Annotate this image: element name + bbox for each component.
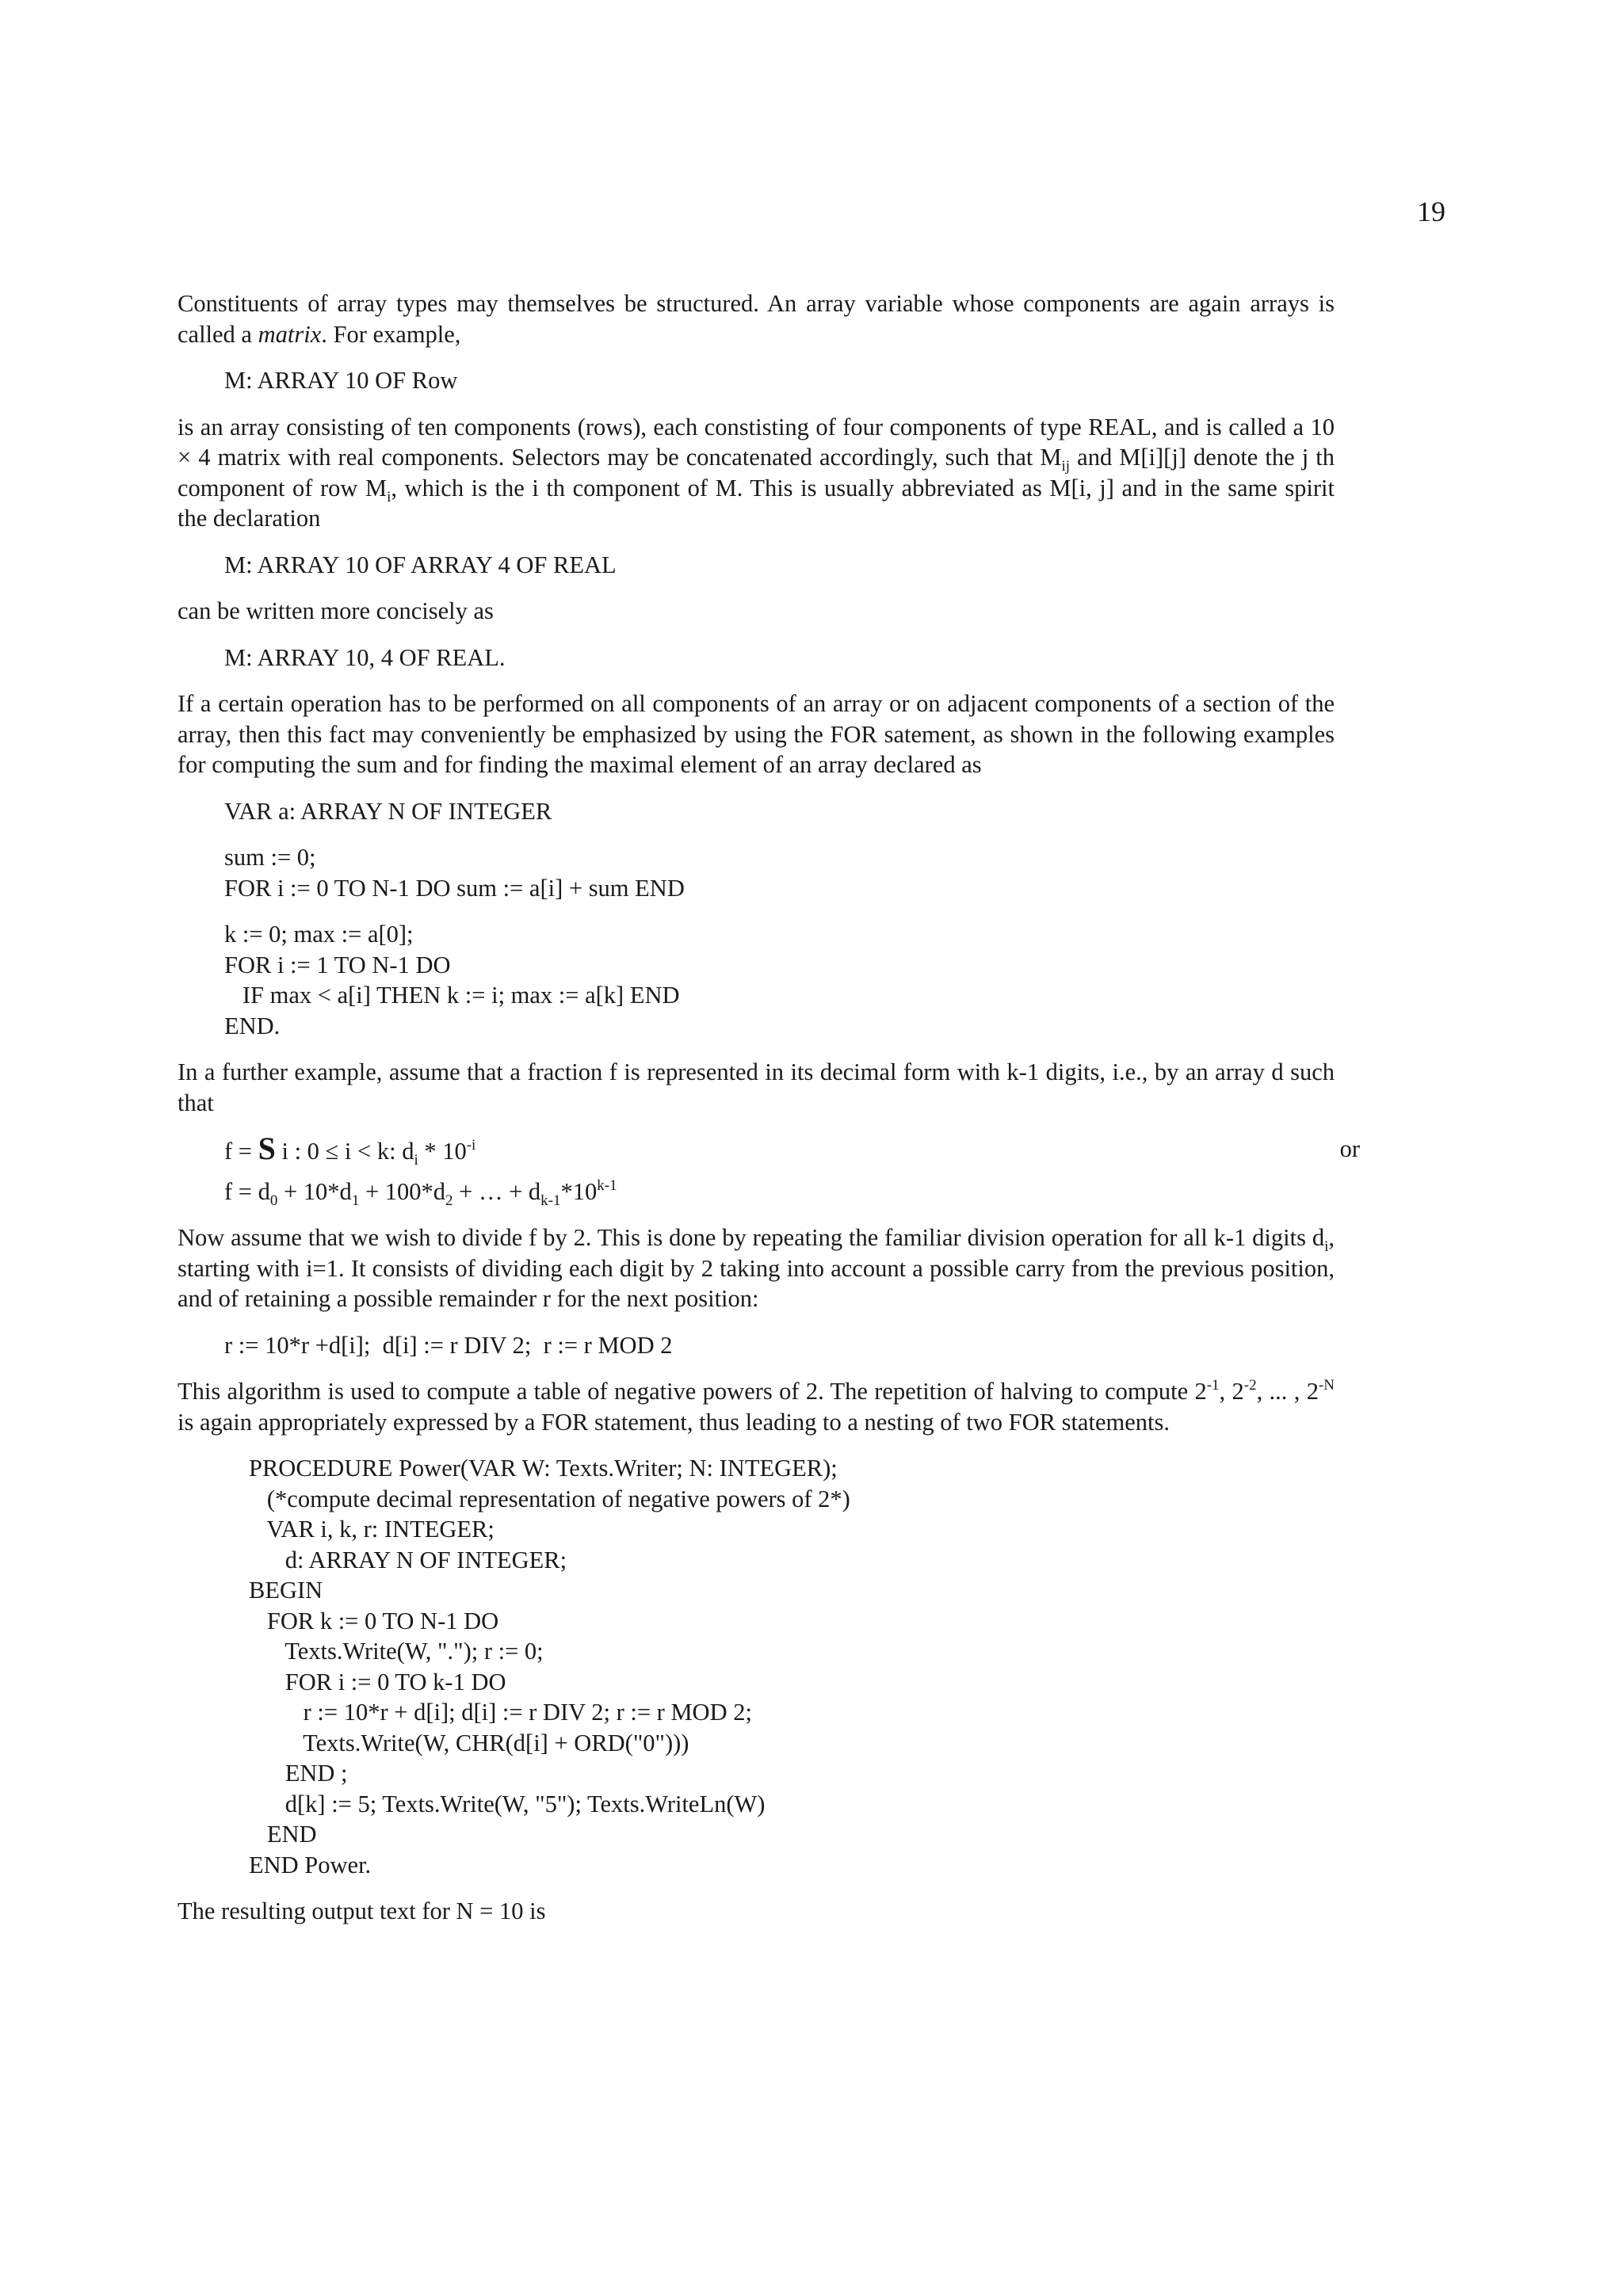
code-max-example: k := 0; max := a[0]; FOR i := 1 TO N-1 DO IF max < a[i] THEN k := i; max := a[k] END END. (224, 921, 680, 1039)
paragraph-output: The resulting output text for N = 10 is (178, 1897, 546, 1924)
formula-expanded: $f = d_0 + 10*d_1 + 100*d_2$ + … + $d_{k-1}*10^{k-1}$ (224, 1177, 617, 1209)
paragraph-matrix-intro: Constituents of array types may themselves be structured. An array variable whose components are again arrays is called a matrix. For example, (178, 290, 1335, 348)
term-matrix: matrix (258, 320, 322, 348)
code-concise-declaration: M: ARRAY 10, 4 OF REAL. (224, 643, 506, 671)
formula-sum: f = S i : 0 ≤ i < k: $d_i * 10^{-i}$ or (224, 1131, 1360, 1169)
sigma-symbol: S (258, 1131, 276, 1166)
code-matrix-declaration: M: ARRAY 10 OF Row (224, 367, 458, 394)
paragraph-divide: Now assume that we wish to divide f by 2. This is done by repeating the familiar division operation for all k-1 digits $d_i$, starting with i=1. It consists of dividing each digit by 2 taking into account a possible carry from the previous position, and of retaining a possible remainder r for the next position: (178, 1224, 1335, 1312)
code-nested-array-declaration: M: ARRAY 10 OF ARRAY 4 OF REAL (224, 551, 617, 578)
code-procedure-power: PROCEDURE Power(VAR W: Texts.Writer; N: INTEGER); (*compute decimal representation of negative powers of 2*) VAR i, k, r: INTEGER; d: ARRAY N OF INTEGER; BEGIN FOR k := 0 TO N-1 DO Texts.Write(W, "."); r := 0; FOR i := 0 TO k-1 DO r := 10*r + d[i]; d[i] := r DIV 2; r := r MOD 2; Texts.Write(W, CHR(d[i] + ORD("0"))) END ; d[k] := 5; Texts.Write(W, "5"); Texts.WriteLn(W) END END Power. (249, 1455, 850, 1878)
paragraph-negative-powers: This algorithm is used to compute a table of negative powers of 2. The repetition of halving to compute $2^{-1}$, $2^{-2}$, ... , $2^{-N}$ is again appropriately expressed by a FOR statement, thus leading to a nesting of two FOR statements. (178, 1377, 1335, 1436)
paragraph-concise: can be written more concisely as (178, 597, 494, 624)
paragraph-for-statement: If a certain operation has to be performed on all components of an array or on adjacent components of a section of the array, then this fact may conveniently be emphasized by using the FOR satement, as shown in the following examples for computing the sum and for finding the maximal element of an array declared as (178, 690, 1335, 778)
page-number: 19 (1417, 196, 1445, 227)
or-label: or (1339, 1135, 1360, 1162)
page-content (178, 288, 1360, 1943)
paragraph-matrix-description: is an array consisting of ten components (rows), each constisting of four components of type REAL, and is called a 10 × 4 matrix with real components. Selectors may be concatenated accordingly, such that $M_{ij}$ and M[i][j] denote the j th component of row $M_i$, which is the i th component of M. This is usually abbreviated as M[i, j] and in the same spirit the declaration (178, 413, 1335, 532)
paragraph-fraction: In a further example, assume that a fraction f is represented in its decimal form with k-1 digits, i.e., by an array d such that (178, 1058, 1335, 1116)
code-division-step: r := 10*r +d[i]; d[i] := r DIV 2; r := r MOD 2 (224, 1331, 673, 1359)
code-sum-example: sum := 0; FOR i := 0 TO N-1 DO sum := a[i] + sum END (224, 844, 685, 902)
code-var-declaration: VAR a: ARRAY N OF INTEGER (224, 797, 552, 825)
